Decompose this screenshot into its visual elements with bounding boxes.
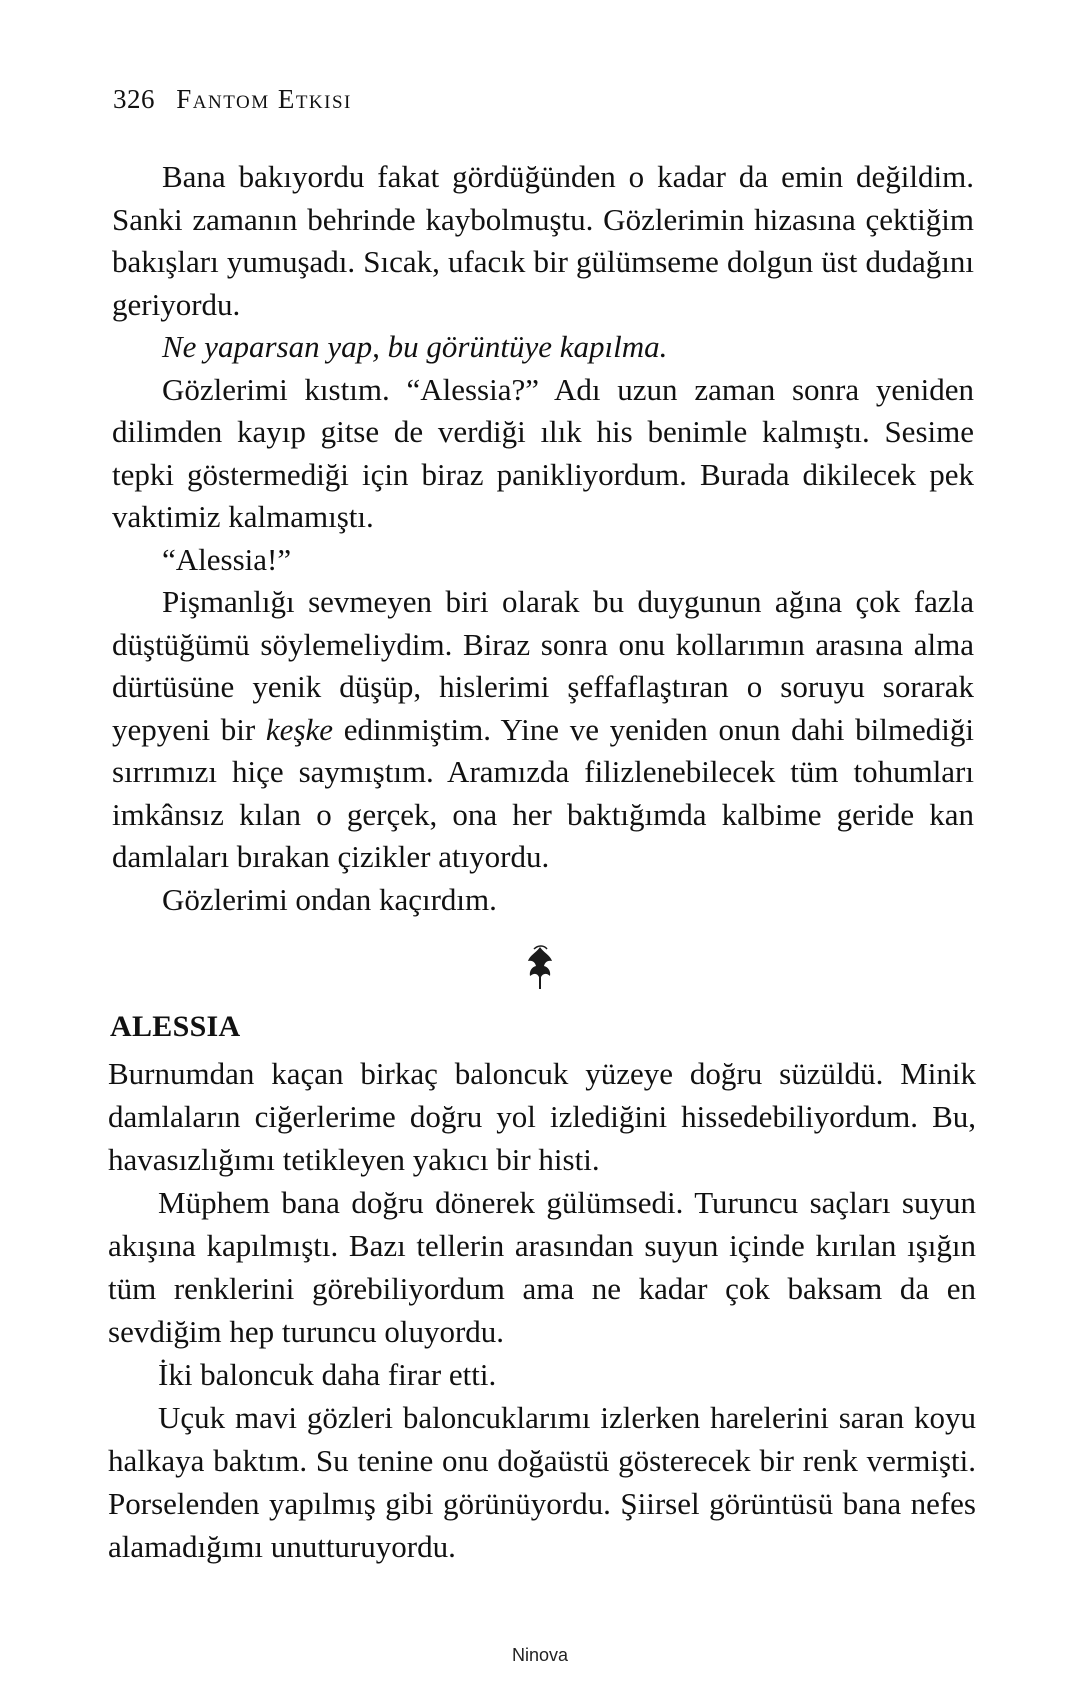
page-number: 326 [113,84,155,114]
text-run: edinmiştim. Yine ve yeniden onun dahi bilmediği sırrımızı hiçe saymıştım. Aramızda filizlenebilecek tüm tohumları imkânsız kılan o gerçek, ona her baktığımda kalbime geride kan damlaları bırakan çizikler atıyordu. [112,711,974,874]
text-block-part1 [112,156,974,921]
italic-thought [112,326,974,369]
italic-word: keşke [265,711,334,747]
floral-ornament-icon [520,943,560,993]
running-header [113,84,352,115]
section-heading: ALESSIA [110,1010,241,1043]
paragraph: İki baloncuk daha firar etti. [158,1357,497,1392]
book-title: Fantom Etkisi [176,84,352,114]
paragraph: Uçuk mavi gözleri baloncuklarımı izlerken harelerini saran koyu halkaya baktım. Su tenine onu doğaüstü gösterecek bir renk vermişti. Porselenden yapılmış gibi görünüyordu. Şiirsel görüntüsü bana nefes alamadığımı unutturuyordu. [108,1400,976,1564]
paragraph: Müphem bana doğru dönerek gülümsedi. Turuncu saçları suyun akışına kapılmıştı. Bazı tellerin arasından suyun içinde kırılan ışığın tüm renklerini görebiliyordum ama ne kadar çok baksam da en sevdiğim hep turuncu oluyordu. [108,1185,976,1349]
publisher-footer: Ninova [511,1645,569,1665]
paragraph: Gözlerimi kıstım. “Alessia?” Adı uzun zaman sonra yeniden dilimden kayıp gitse de verdiği ılık his benimle kalmıştı. Sesime tepki göstermediği için biraz panikliyordum. Burada dikilecek pek vaktimiz kalmamıştı. [112,371,974,534]
paragraph [112,581,974,879]
paragraph: Bana bakıyordu fakat gördüğünden o kadar da emin değildim. Sanki zamanın behrinde kaybolmuştu. Gözlerimin hizasına çektiğim bakışları yumuşadı. Sıcak, ufacık bir gülümseme dolgun üst dudağını geriyordu. [112,159,974,322]
text-run: Pişmanlığı sevmeyen biri olarak bu duygunun ağına çok fazla düştüğümü söylemeliydim. Biraz sonra onu kollarımın arasına alma dürtüsüne yenik düşüp, hislerimi şeffaflaştıran o soruyu sorarak yepyeni bir [112,584,974,747]
paragraph: Gözlerimi ondan kaçırdım. [162,881,497,917]
text-block-part2 [108,1052,976,1568]
paragraph: “Alessia!” [162,541,292,577]
italic-text: Ne yaparsan yap, bu görüntüye kapılma. [162,329,668,364]
paragraph: Burnumdan kaçan birkaç baloncuk yüzeye doğru süzüldü. Minik damlaların ciğerlerime doğru yol izlediğini hissedebiliyordum. Bu, havasızlığımı tetikleyen yakıcı bir histi. [108,1056,976,1177]
